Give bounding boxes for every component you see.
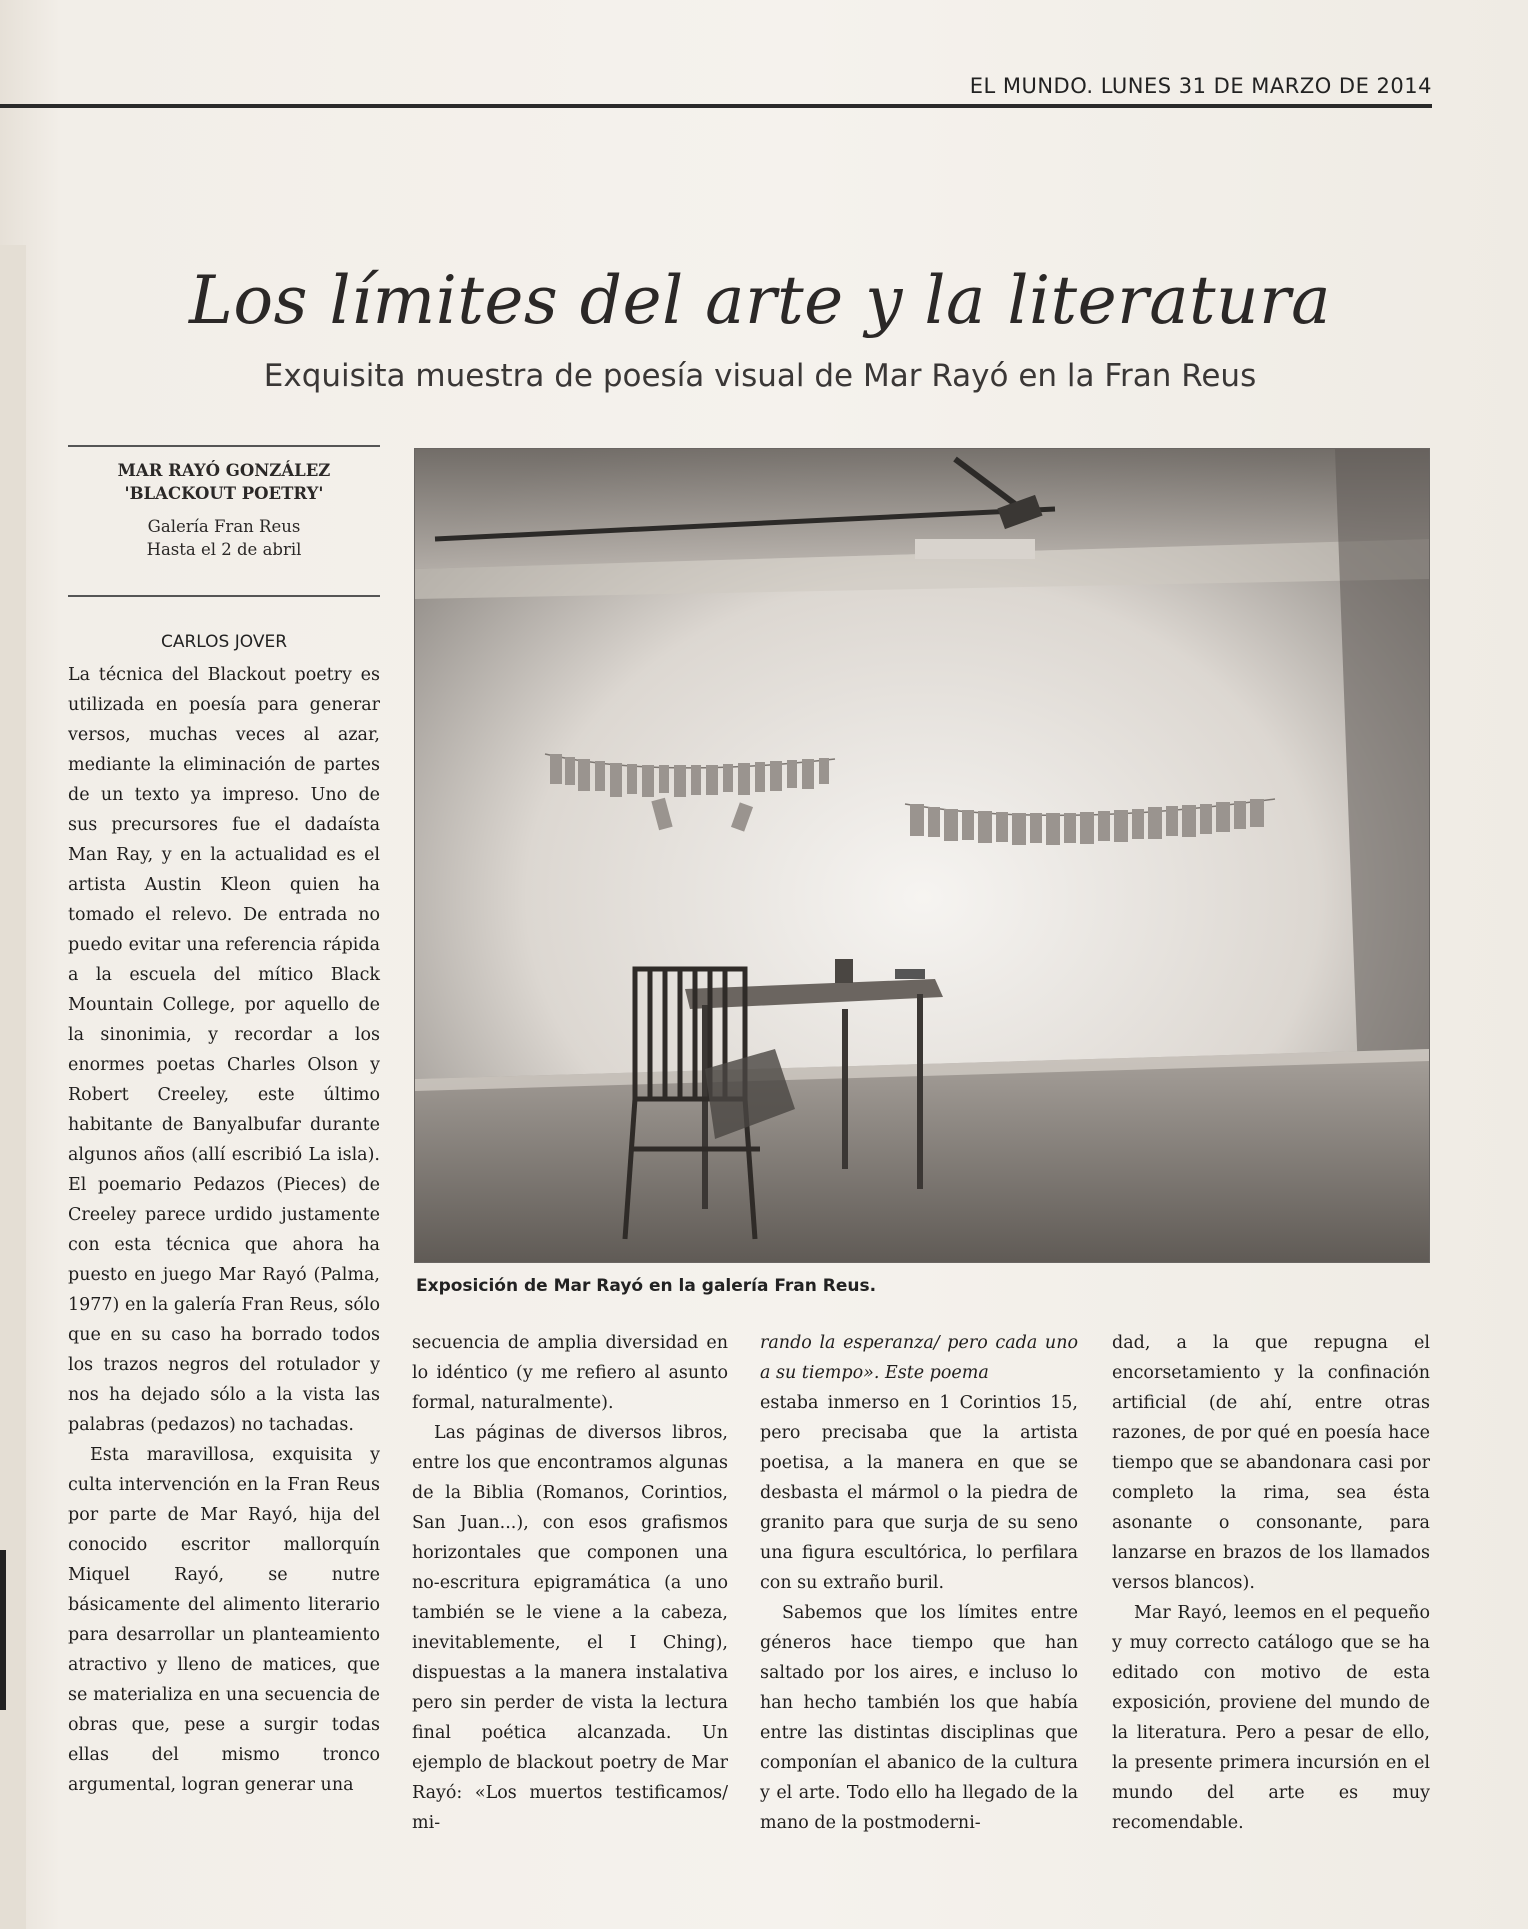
header-rule [0, 104, 1432, 108]
margin-ink-mark [0, 1550, 6, 1710]
dateline: EL MUNDO. LUNES 31 DE MARZO DE 2014 [969, 74, 1432, 98]
paragraph: estaba inmerso en 1 Corintios 15, pero precisaba que la artista poetisa, a la manera en que se desbasta el mármol o la piedra de granito para que surja de su seno una figura escultórica, lo perfilara con su extraño buril. [760, 1393, 1078, 1593]
paragraph: dad, a la que repugna el encorsetamiento y la confinación artificial (de ahí, entre otras razones, de por qué en poesía hace tiempo que se abandonara casi por completo la rima, sea ésta asonante o consonante, para lanzarse en brazos de los llamados versos blancos). [1112, 1333, 1430, 1593]
infobox-title [68, 459, 380, 505]
article-column-2 [412, 1328, 728, 1838]
headline: Los límites del arte y la literatura [189, 262, 1331, 339]
gallery-photo-illustration [415, 449, 1430, 1263]
paragraph: Las páginas de diversos libros, entre los que encontramos algunas de la Biblia (Romanos, Corintios, San Juan...), con esos grafismos horizontales que componen una no-escritura epigramática (a uno también se le viene a la cabeza, inevitablemente, el I Ching), dispuestas a la manera instalativa pero sin perder de vista la lectura final poética alcanzada. Un ejemplo de blackout poetry de Mar Rayó: «Los muertos testificamos/ mi- [412, 1423, 728, 1833]
infobox-details [68, 515, 380, 561]
infobox-venue: Galería Fran Reus [147, 517, 301, 536]
infobox-artist: MAR RAYÓ GONZÁLEZ [117, 461, 331, 480]
article-column-3 [760, 1328, 1078, 1838]
paragraph-quote: rando la esperanza/ pero cada uno a su tiempo». Este poema [760, 1333, 1078, 1383]
photo-caption: Exposición de Mar Rayó en la galería Fran Reus. [416, 1276, 877, 1296]
gallery-photo [414, 448, 1430, 1263]
article-column-1 [68, 660, 380, 1800]
infobox-dates: Hasta el 2 de abril [146, 540, 302, 559]
paragraph: La técnica del Blackout poetry es utilizada en poesía para generar versos, muchas veces al azar, mediante la eliminación de partes de un texto ya impreso. Uno de sus precursores fue el dadaísta Man Ray, y en la actualidad es el artista Austin Kleon quien ha tomado el relevo. De entrada no puedo evitar una referencia rápida a la escuela del mítico Black Mountain College, por aquello de la sinonimia, y recordar a los enormes poetas Charles Olson y Robert Creeley, este último habitante de Banyalbufar durante algunos años (allí escribió La isla). El poemario Pedazos (Pieces) de Creeley parece urdido justamente con esta técnica que ahora ha puesto en juego Mar Rayó (Palma, 1977) en la galería Fran Reus, sólo que en su caso ha borrado todos los trazos negros del rotulador y nos ha dejado sólo a la vista las palabras (pedazos) no tachadas. [68, 665, 380, 1435]
paragraph: secuencia de amplia diversidad en lo idéntico (y me refiero al asunto formal, naturalmente). [412, 1333, 728, 1413]
infobox-exhibition: 'BLACKOUT POETRY' [124, 484, 324, 503]
exhibition-infobox [68, 445, 380, 597]
paragraph: Esta maravillosa, exquisita y culta intervención en la Fran Reus por parte de Mar Rayó, hija del conocido escritor mallorquín Miquel Rayó, se nutre básicamente del alimento literario para desarrollar un planteamiento atractivo y lleno de matices, que se materializa en una secuencia de obras que, pese a surgir todas ellas del mismo tronco argumental, logran generar una [68, 1445, 380, 1795]
byline: CARLOS JOVER [160, 632, 288, 652]
paragraph: Sabemos que los límites entre géneros hace tiempo que han saltado por los aires, e incluso lo han hecho también los que había entre las distintas disciplinas que componían el abanico de la cultura y el arte. Todo ello ha llegado de la mano de la postmoderni- [760, 1603, 1078, 1833]
article-column-4 [1112, 1328, 1430, 1838]
subheadline: Exquisita muestra de poesía visual de Mar Rayó en la Fran Reus [263, 358, 1257, 394]
paragraph: Mar Rayó, leemos en el pequeño y muy correcto catálogo que se ha editado con motivo de esta exposición, proviene del mundo de la literatura. Pero a pesar de ello, la presente primera incursión en el mundo del arte es muy recomendable. [1112, 1603, 1430, 1833]
